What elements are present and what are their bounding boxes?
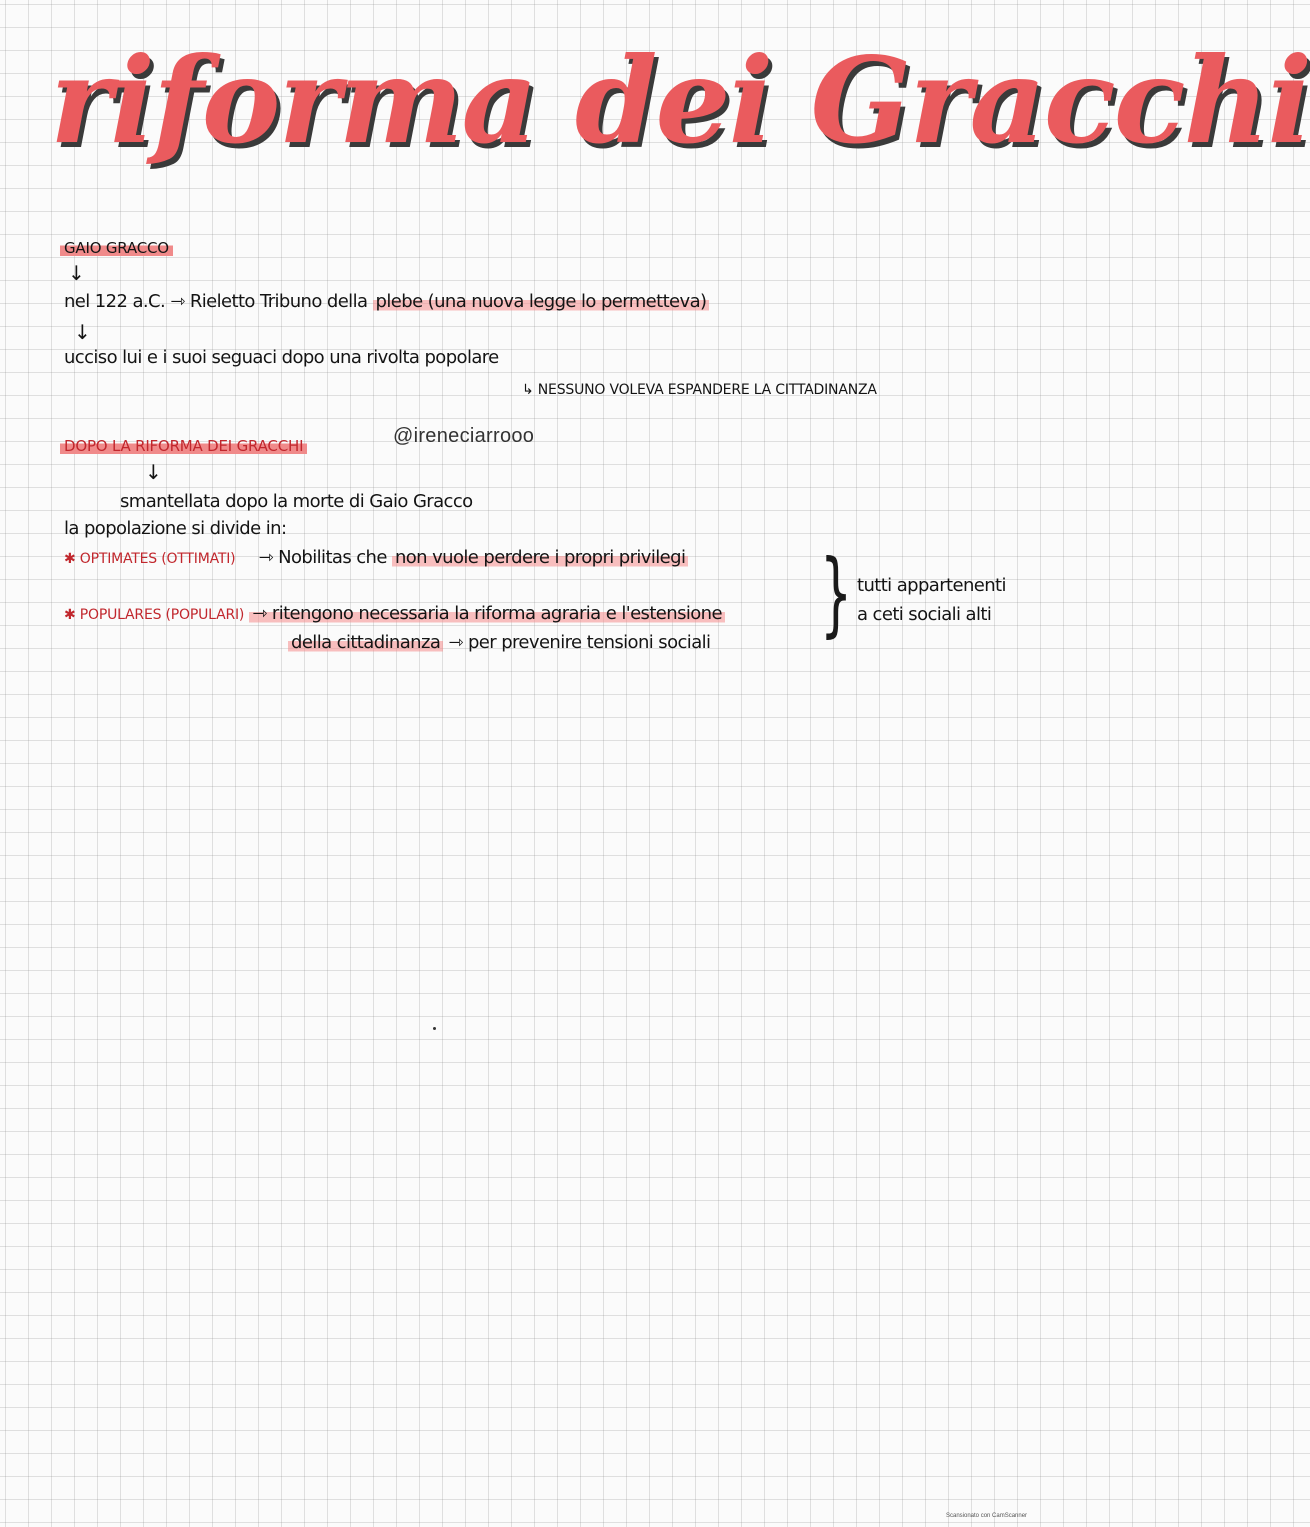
text-line-smantellata: smantellata dopo la morte di Gaio Gracco (120, 491, 473, 512)
note-cittadinanza: ↳ NESSUNO VOLEVA ESPANDERE LA CITTADINANZA (522, 382, 877, 398)
brace-note-line1: tutti appartenenti (857, 575, 1006, 596)
right-arrow-icon: ⇾ (258, 547, 274, 568)
down-arrow-icon: ↓ (74, 320, 91, 344)
optimates-row: ✱ OPTIMATES (OTTIMATI) ⇾ Nobilitas che non vuole perdere i propri privilegi (64, 546, 688, 571)
page-title: riforma dei Gracchi (50, 31, 1310, 170)
watermark-handle: @ireneciarrooo (393, 425, 535, 447)
text-line-ucciso: ucciso lui e i suoi seguaci dopo una rivolta popolare (64, 347, 499, 368)
optimates-label: ✱ OPTIMATES (OTTIMATI) (64, 551, 236, 567)
text-line-rieletto: nel 122 a.C. ⇾ Rieletto Tribuno della plebe (una nuova legge lo permetteva) (64, 290, 709, 314)
section-heading-gaio-gracco: GAIO GRACCO (60, 236, 173, 260)
populares-label: ✱ POPULARES (POPULARI) (64, 607, 245, 623)
populares-row-continued: della cittadinanza ⇾ per prevenire tensioni sociali (288, 631, 710, 655)
populares-row: ✱ POPULARES (POPULARI) ⇾ ritengono necessaria la riforma agraria e l'estensione (64, 602, 725, 627)
text-line-popolazione: la popolazione si divide in: (64, 518, 287, 539)
down-arrow-icon: ↓ (68, 261, 85, 285)
section-heading-dopo-la-riforma: DOPO LA RIFORMA DEI GRACCHI (60, 434, 307, 458)
brace-note-line2: a ceti sociali alti (857, 604, 992, 625)
scanner-credit: Scansionato con CamScanner (946, 1513, 1028, 1519)
stray-dot (433, 1027, 436, 1030)
curly-brace: } (820, 540, 853, 647)
down-arrow-icon: ↓ (145, 460, 162, 484)
